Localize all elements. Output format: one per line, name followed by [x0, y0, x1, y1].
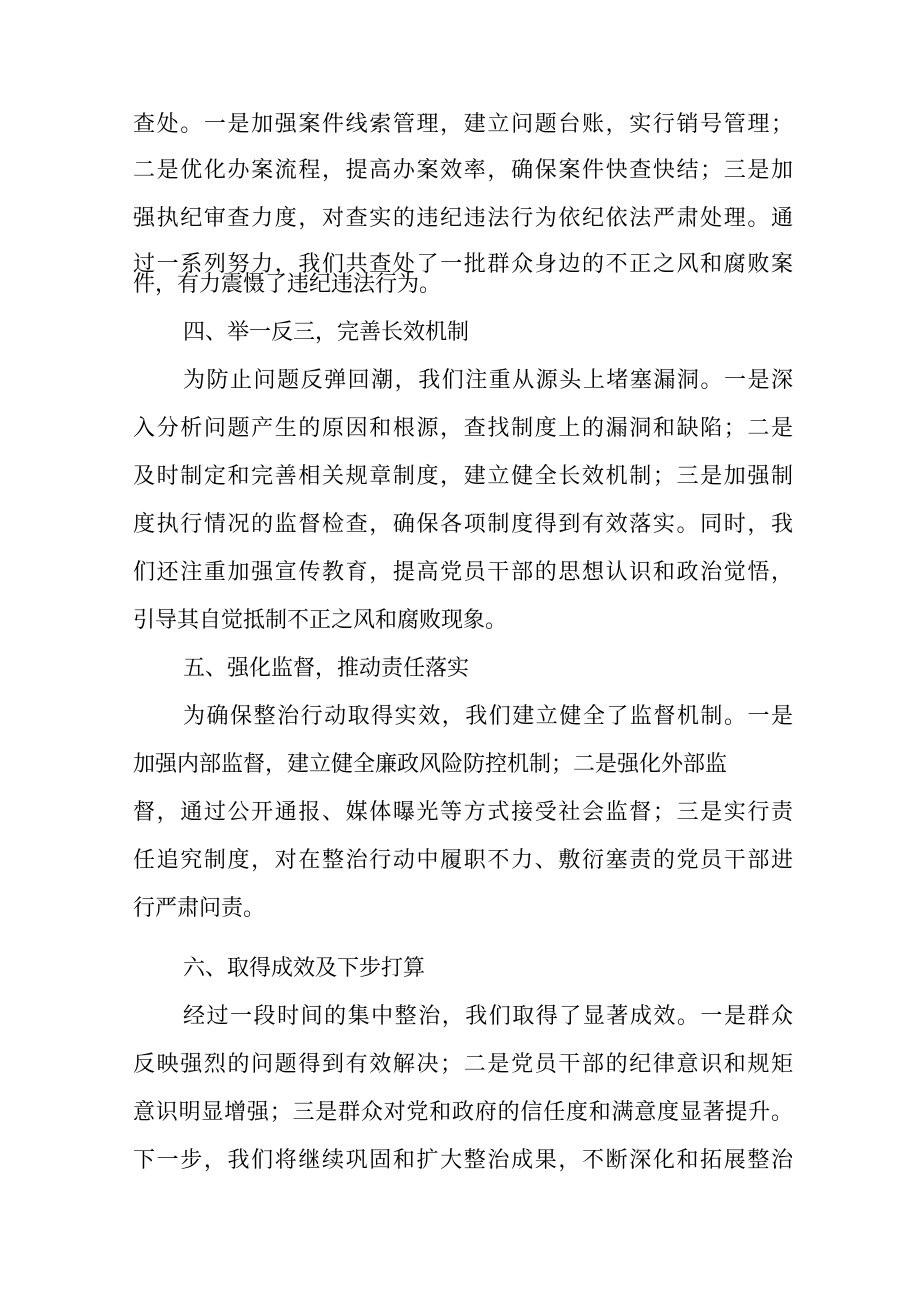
- text-line: 行严肃问责。: [133, 896, 266, 921]
- text-line: 及时制定和完善相关规章制度，建立健全长效机制；三是加强制: [133, 464, 793, 489]
- text-line: 件，有力震慑了违纪违法行为。: [133, 272, 442, 297]
- text-line: 为防止问题反弹回潮，我们注重从源头上堵塞漏洞。一是深: [183, 368, 793, 393]
- text-line: 引导其自觉抵制不正之风和腐败现象。: [133, 608, 508, 633]
- text-line: 意识明显增强；三是群众对党和政府的信任度和满意度显著提升。: [133, 1100, 793, 1125]
- text-line: 经过一段时间的集中整治，我们取得了显著成效。一是群众: [183, 1004, 793, 1029]
- text-line: 加强内部监督，建立健全廉政风险防控机制；二是强化外部监: [133, 752, 728, 777]
- text-line: 们还注重加强宣传教育，提高党员干部的思想认识和政治觉悟，: [133, 560, 793, 585]
- section-heading: 六、取得成效及下步打算: [183, 956, 426, 981]
- text-line: 过一系列努力，我们共查处了一批群众身边的不正之风和腐败案: [133, 252, 793, 277]
- text-line: 为确保整治行动取得实效，我们建立健全了监督机制。一是: [183, 704, 793, 729]
- section-heading: 五、强化监督，推动责任落实: [183, 656, 470, 681]
- text-line: 入分析问题产生的原因和根源，查找制度上的漏洞和缺陷；二是: [133, 416, 793, 441]
- text-line: 二是优化办案流程，提高办案效率，确保案件快查快结；三是加: [133, 158, 793, 183]
- section-heading: 四、举一反三，完善长效机制: [183, 320, 470, 345]
- text-line: 度执行情况的监督检查，确保各项制度得到有效落实。同时，我: [133, 512, 793, 537]
- text-line: 查处。一是加强案件线索管理，建立问题台账，实行销号管理；: [133, 112, 793, 137]
- text-line: 下一步，我们将继续巩固和扩大整治成果，不断深化和拓展整治: [133, 1148, 793, 1173]
- text-line: 反映强烈的问题得到有效解决；二是党员干部的纪律意识和规矩: [133, 1052, 793, 1077]
- text-line: 强执纪审查力度，对查实的违纪违法行为依纪依法严肃处理。通: [133, 206, 793, 231]
- text-line: 督，通过公开通报、媒体曝光等方式接受社会监督；三是实行责: [133, 800, 793, 825]
- text-line: 任追究制度，对在整治行动中履职不力、敷衍塞责的党员干部进: [133, 848, 793, 873]
